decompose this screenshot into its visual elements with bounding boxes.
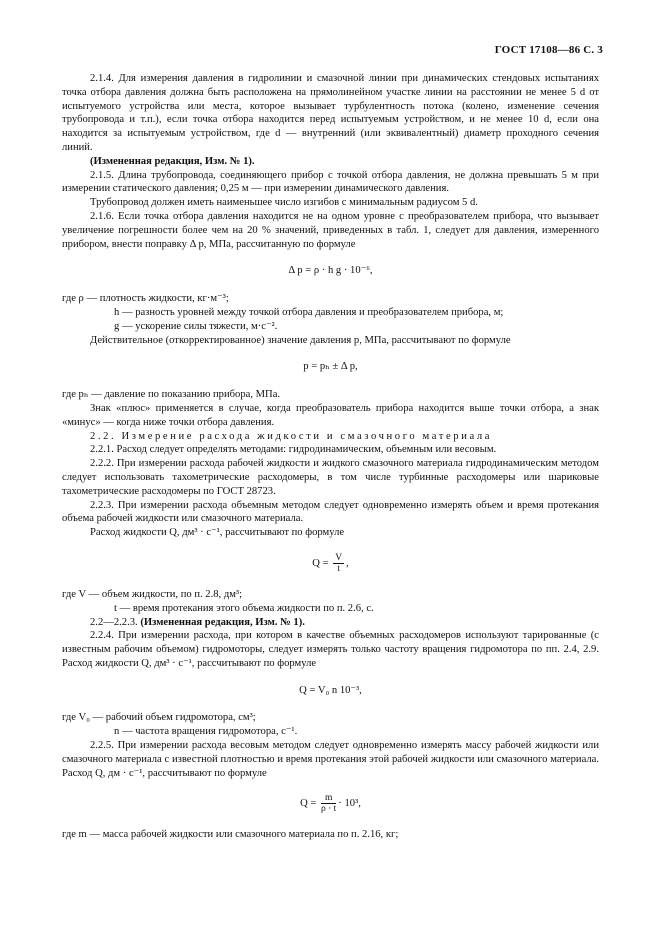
amendment-note-2 — [62, 616, 599, 630]
where-v0: где V₀ — рабочий объем гидромотора, см³; — [62, 712, 256, 724]
where-t: t — время протекания этого объема жидкости по п. 2.6, с. — [114, 602, 374, 614]
formula-q-motor: Q = V₀ n 10⁻³, — [299, 684, 362, 696]
formula-p: p = pₕ ± Δ p, — [303, 361, 358, 373]
formula-tail-2: · 10³, — [338, 798, 361, 810]
clause-2-2-4: 2.2.4. При измерении расхода, при котором в качестве объемных расходомеров используют тарированные (с известным рабочим объемом) гидромоторы, следует измерять только частоту вращения гидромотора по пп. 2.4, 2.9. Расход жидкости Q, дм³ · с⁻¹, рассчитывают по формуле — [62, 630, 599, 669]
section-2-2-title: 2.2. Измерение расхода жидкости и смазочного материала — [90, 430, 493, 442]
clause-2-1-4: 2.1.4. Для измерения давления в гидролинии и смазочной линии при динамических стендовых испытаниях точка отбора давления должна быть расположена на прямолинейном участке линии на расстоянии не менее 5 d от испытуемого устройства или места, которое вызывает турбулентность потока (колено, изменение сечения трубопровода и т.п.), если точка отбора находится перед испытуемым устройством, и не менее 10 d, если она находится за испытуемым устройством, где d — внутренний (или эквивалентный) диаметр проходного сечения линий. — [62, 73, 599, 153]
clause-range: 2.2—2.2.3. — [90, 616, 138, 628]
fraction-numerator: V — [335, 552, 343, 563]
formula-q-lhs: Q = — [312, 557, 329, 569]
where-h: h — разность уровней между точкой отбора давления и преобразователем прибора, м; — [114, 306, 504, 318]
formula-tail: , — [346, 557, 349, 569]
formula-q-volume — [62, 553, 599, 574]
where-m: где m — масса рабочей жидкости или смазочного материала по п. 2.16, кг; — [62, 829, 399, 841]
formula-q-lhs-2: Q = — [300, 798, 317, 810]
fraction-m-rho-t — [321, 793, 336, 814]
clause-2-1-6: 2.1.6. Если точка отбора давления находится не на одном уровне с преобразователем прибора, что вызывает увеличение погрешности более чем на 20 % значений, приведенных в табл. 1, следует для давления, измеренного прибором, внести поправку Δ p, МПа, рассчитанную по формуле — [62, 210, 599, 250]
amendment-note: (Измененная редакция, Изм. № 1). — [90, 155, 255, 167]
amendment-label: (Измененная редакция, Изм. № 1). — [140, 616, 305, 628]
flow-formula-intro: Расход жидкости Q, дм³ · с⁻¹, рассчитывают по формуле — [90, 527, 345, 539]
where-rho: где ρ — плотность жидкости, кг·м⁻³; — [62, 293, 229, 305]
actual-pressure-text: Действительное (откорректированное) значение давления p, МПа, рассчитывают по формуле — [90, 334, 511, 346]
fraction-v-t — [333, 553, 344, 574]
where-v: где V — объем жидкости, по п. 2.8, дм³; — [62, 588, 243, 600]
clause-2-2-2: 2.2.2. При измерении расхода рабочей жидкости и жидкого смазочного материала гидродинамическим методом следует использовать тахометрические расходомеры, в том числе турбинные расходомеры или шариковые тахометрические расходомеры по ГОСТ 28723. — [62, 458, 599, 497]
where-g: g — ускорение силы тяжести, м·c⁻². — [114, 320, 278, 332]
clause-2-1-5: 2.1.5. Длина трубопровода, соединяющего прибор с точкой отбора давления, не должна превышать 5 м при измерении статического давления; 0,25 м — при измерении динамического давления. — [62, 169, 599, 195]
clause-2-2-3: 2.2.3. При измерении расхода объемным методом следует одновременно измерять объем и время протекания объема рабочей жидкости или смазочного материала. — [62, 499, 599, 525]
fraction-numerator-2: m — [321, 793, 336, 804]
formula-q-weight — [62, 793, 599, 814]
where-n: n — частота вращения гидромотора, с⁻¹. — [114, 726, 298, 738]
pipeline-note: Трубопровод должен иметь наименьшее число изгибов с минимальным радиусом 5 d. — [90, 197, 478, 209]
where-ph: где pₕ — давление по показанию прибора, МПа. — [62, 389, 281, 401]
fraction-denominator: t — [337, 563, 340, 574]
sign-note: Знак «плюс» применяется в случае, когда преобразователь прибора находится выше точки отбора, а знак «минус» — когда ниже точки отбора давления. — [62, 402, 599, 428]
document-body — [62, 72, 599, 842]
clause-2-2-5: 2.2.5. При измерении расхода весовым методом следует одновременно измерять массу рабочей жидкости или смазочного материала с известной плотностью и время протекания этой рабочей жидкости или смазочного материала. Расход Q, дм · с⁻¹, рассчитывают по формуле — [62, 740, 599, 779]
fraction-denominator-2: ρ · t — [321, 804, 337, 815]
clause-2-2-1: 2.2.1. Расход следует определять методами: гидродинамическим, объемным или весовым. — [90, 444, 497, 456]
formula-delta-p: Δ p = ρ · h g · 10⁻⁶, — [288, 265, 373, 277]
page-header: ГОСТ 17108—86 С. 3 — [494, 44, 603, 56]
